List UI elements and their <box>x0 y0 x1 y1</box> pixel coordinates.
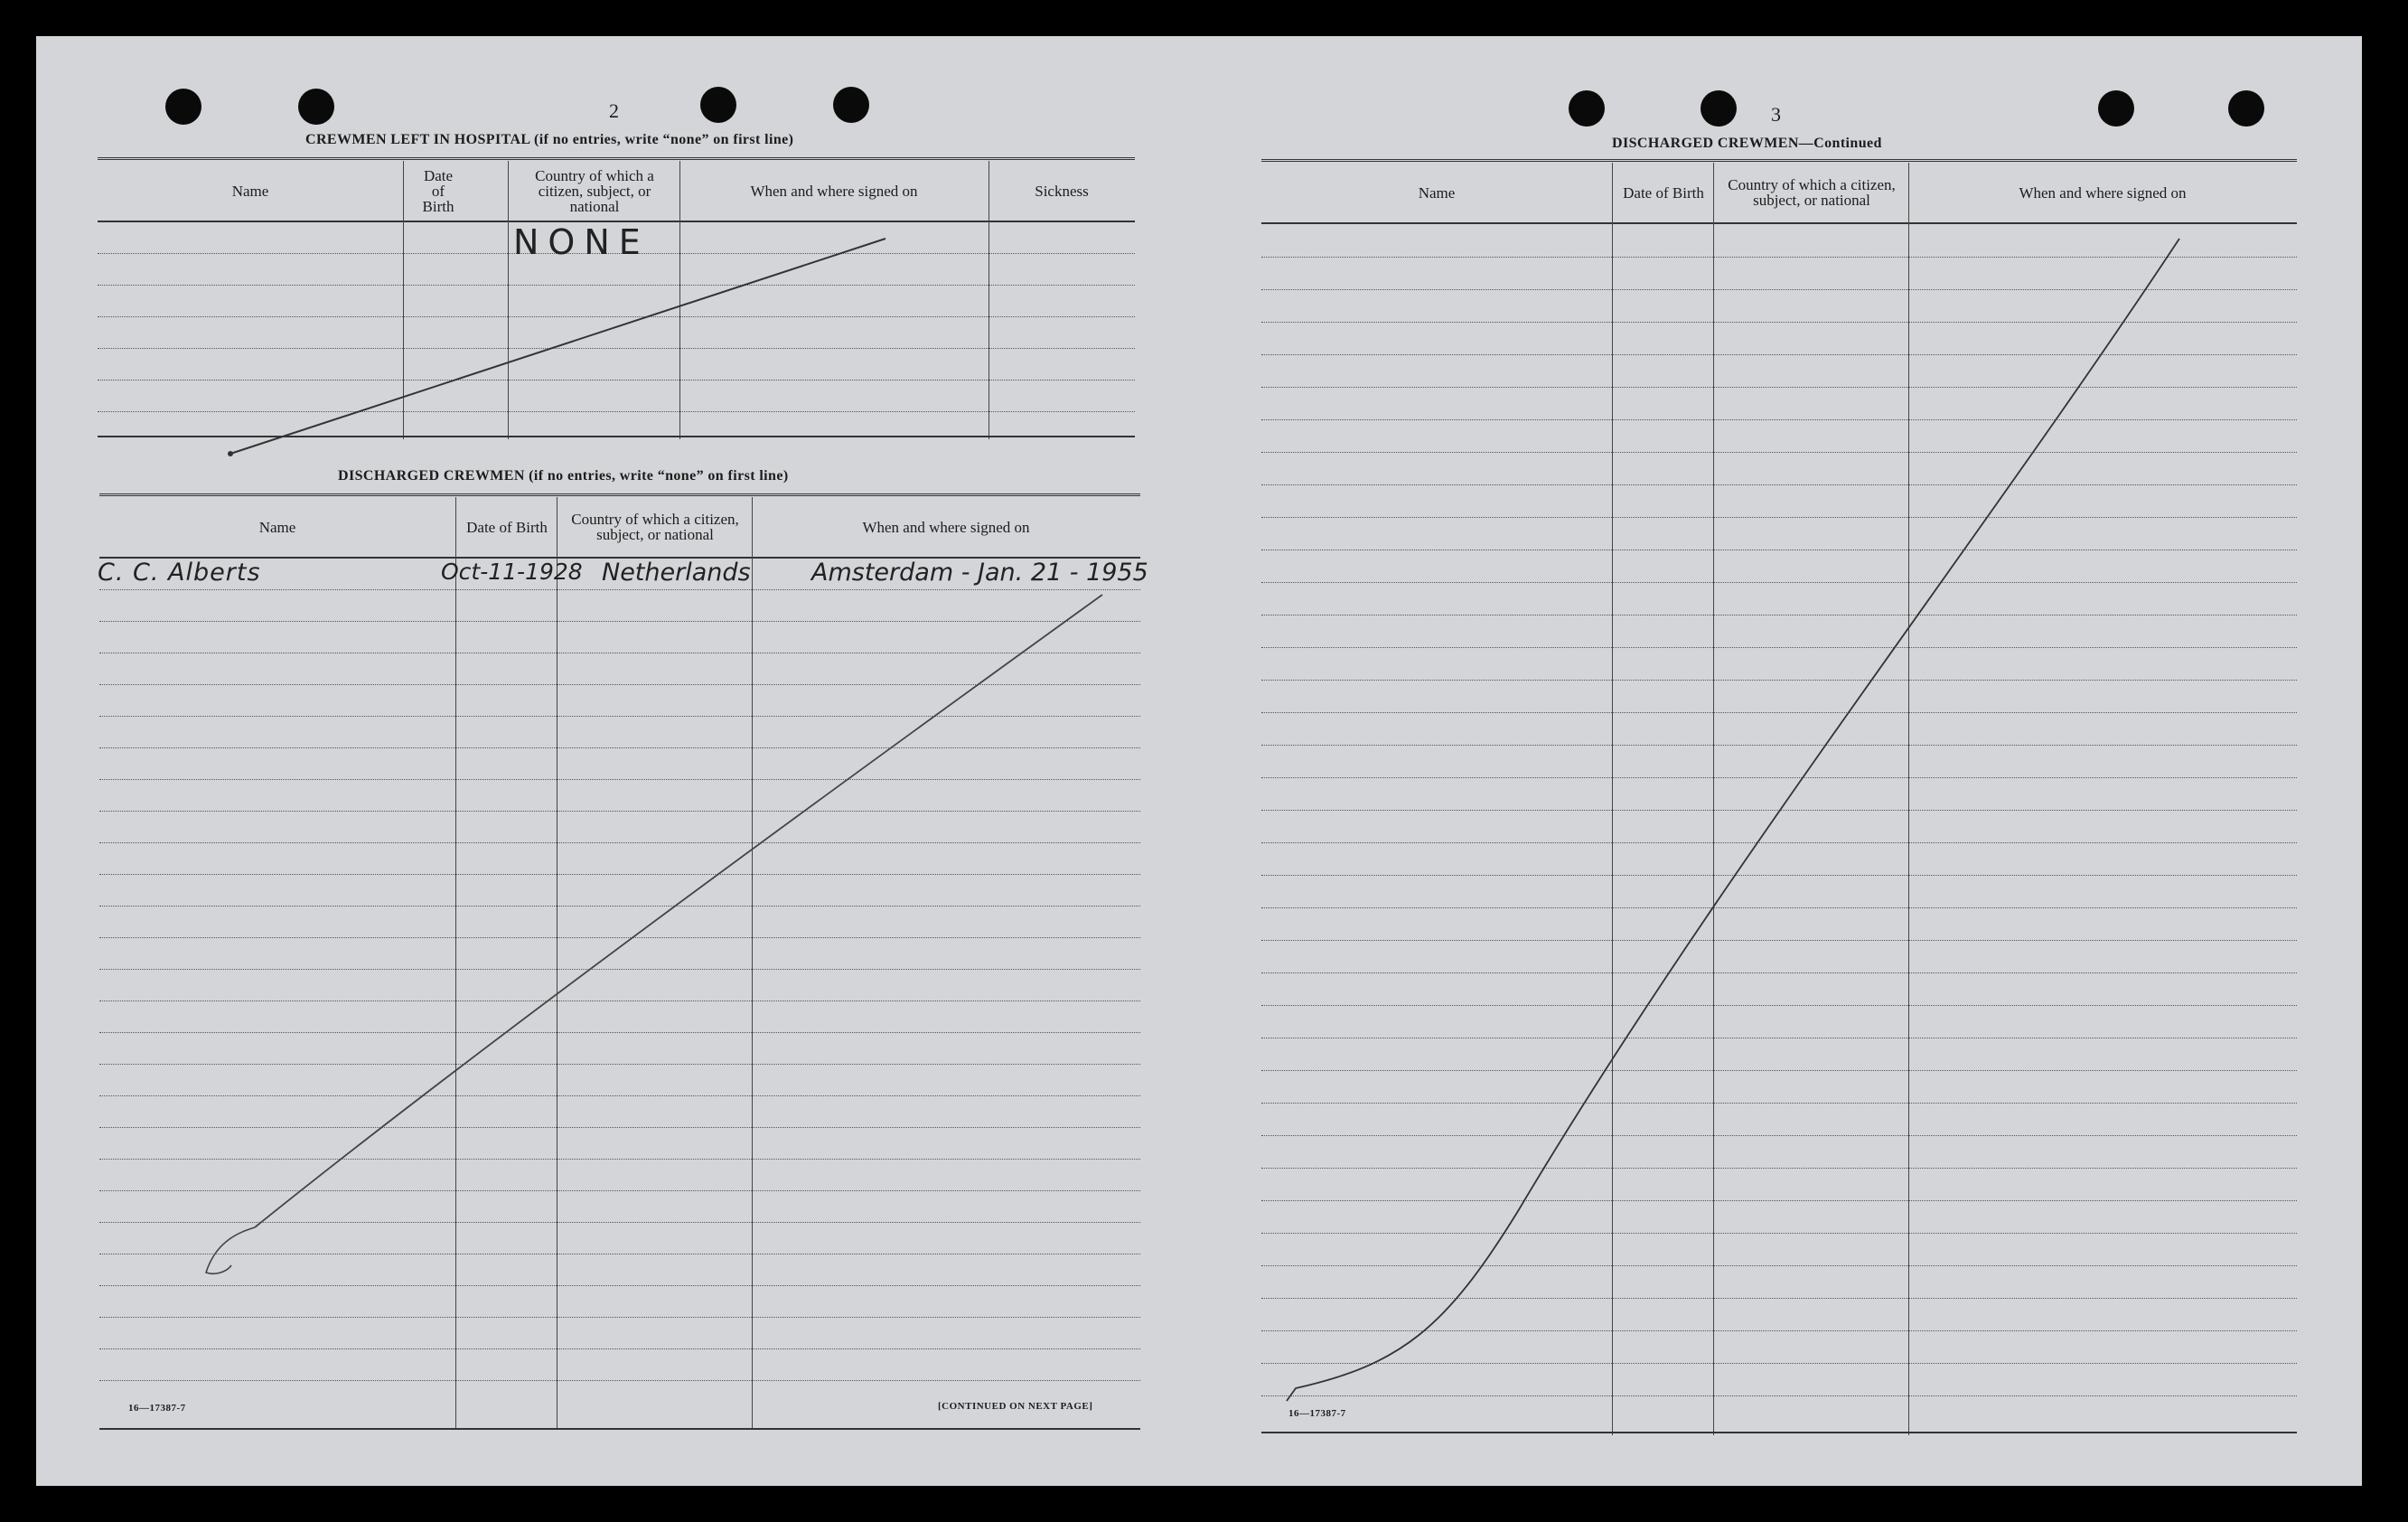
col-header-date-of-birth: Date of Birth <box>1623 183 1704 202</box>
right-page-number: 3 <box>1771 103 1781 126</box>
crewman-signed-on: Amsterdam - Jan. 21 - 1955 <box>811 559 1148 587</box>
col-header-name: Name <box>258 518 296 536</box>
col-header-country: Country of which a citizen, subject, or national <box>535 166 654 215</box>
col-header-name: Name <box>231 182 269 200</box>
pen-strike-lines <box>36 36 2362 1486</box>
col-header-country: Country of which a citizen, subject, or national <box>571 511 739 543</box>
document-sheet <box>36 36 2362 1486</box>
crewman-country: Netherlands <box>602 559 751 587</box>
continued-note: [CONTINUED ON NEXT PAGE] <box>938 1401 1093 1412</box>
left-form-number: 16—17387-7 <box>128 1403 186 1414</box>
hospital-section-title: CREWMEN LEFT IN HOSPITAL (if no entries, write “none” on first line) <box>305 132 794 147</box>
hospital-entry-none: NONE <box>513 222 650 262</box>
left-page-number: 2 <box>609 99 619 122</box>
col-header-name: Name <box>1418 183 1456 202</box>
col-header-signed-on: When and where signed on <box>862 518 1030 536</box>
col-header-sickness: Sickness <box>1035 182 1089 200</box>
col-header-country: Country of which a citizen, subject, or national <box>1728 176 1896 209</box>
col-header-date-of-birth: Date of Birth <box>466 518 548 536</box>
col-header-signed-on: When and where signed on <box>2019 183 2187 202</box>
right-section-title: DISCHARGED CREWMEN—Continued <box>1612 136 1882 151</box>
discharged-section-title: DISCHARGED CREWMEN (if no entries, write “none” on first line) <box>338 468 789 484</box>
crewman-name: C. C. Alberts <box>98 559 261 587</box>
crewman-date-of-birth: Oct-11-1928 <box>441 559 583 585</box>
right-form-number: 16—17387-7 <box>1288 1408 1346 1419</box>
col-header-signed-on: When and where signed on <box>750 182 918 200</box>
col-header-date-of-birth: Date of Birth <box>422 166 454 215</box>
